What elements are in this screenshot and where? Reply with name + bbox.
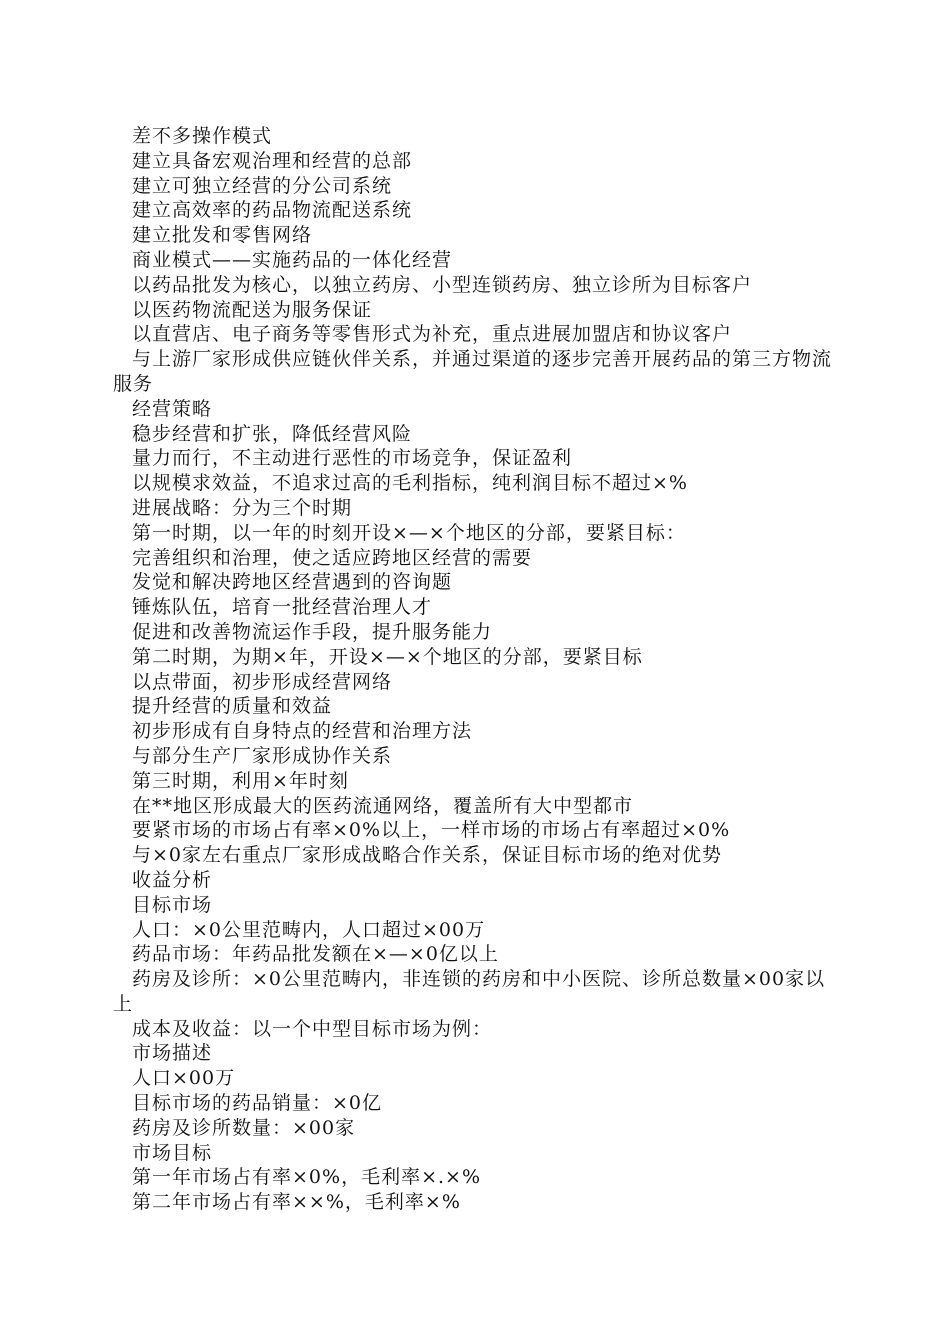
text-line: 市场描述 (132, 1042, 213, 1065)
text-line: 人口：×0公里范畴内，人口超过×00万 (132, 918, 486, 941)
text-line: 商业模式——实施药品的一体化经营 (132, 248, 453, 271)
text-line: 发觉和解决跨地区经营遇到的咨询题 (132, 571, 453, 594)
text-line: 完善组织和治理，使之适应跨地区经营的需要 (132, 546, 533, 569)
text-line: 稳步经营和扩张，降低经营风险 (132, 422, 413, 445)
text-line: 市场目标 (132, 1141, 213, 1164)
text-line: 以点带面，初步形成经营网络 (132, 670, 393, 693)
text-line: 药品市场：年药品批发额在×—×0亿以上 (132, 943, 499, 966)
text-line: 初步形成有自身特点的经营和治理方法 (132, 720, 473, 743)
text-line: 建立批发和零售网络 (132, 224, 313, 247)
text-line: 收益分析 (132, 868, 213, 891)
text-line: 人口×00万 (132, 1067, 236, 1090)
text-line: 第二年市场占有率××%，毛利率×% (132, 1191, 461, 1214)
text-line: 目标市场 (132, 893, 213, 916)
text-line: 提升经营的质量和效益 (132, 695, 333, 718)
text-line: 以规模求效益，不追求过高的毛利指标，纯利润目标不超过×% (132, 472, 688, 495)
text-line: 成本及收益：以一个中型目标市场为例： (132, 1017, 493, 1040)
text-line: 药房及诊所：×0公里范畴内，非连锁的药房和中小医院、诊所总数量×00家以上 (113, 968, 826, 1015)
text-line: 建立可独立经营的分公司系统 (132, 174, 393, 197)
text-line: 第一时期，以一年的时刻开设×—×个地区的分部，要紧目标： (132, 521, 686, 544)
text-line: 第三时期，利用×年时刻 (132, 769, 349, 792)
text-line: 以医药物流配送为服务保证 (132, 298, 373, 321)
text-line: 建立高效率的药品物流配送系统 (132, 199, 413, 222)
text-line: 以药品批发为核心，以独立药房、小型连锁药房、独立诊所为目标客户 (132, 273, 753, 296)
text-line: 差不多操作模式 (132, 125, 273, 147)
text-line: 与×0家左右重点厂家形成战略合作关系，保证目标市场的绝对优势 (132, 844, 723, 867)
text-line: 要紧市场的市场占有率×0%以上，一样市场的市场占有率超过×0% (132, 819, 731, 842)
text-line: 进展战略：分为三个时期 (132, 496, 353, 519)
text-line: 建立具备宏观治理和经营的总部 (132, 149, 413, 172)
text-line: 第二时期，为期×年，开设×—×个地区的分部，要紧目标 (132, 645, 643, 668)
text-line: 目标市场的药品销量：×0亿 (132, 1092, 383, 1115)
text-line: 以直营店、电子商务等零售形式为补充，重点进展加盟店和协议客户 (132, 323, 733, 346)
text-line: 药房及诊所数量：×00家 (132, 1116, 356, 1139)
text-line: 促进和改善物流运作手段，提升服务能力 (132, 620, 493, 643)
text-line: 量力而行，不主动进行恶性的市场竞争，保证盈利 (132, 447, 573, 470)
text-line: 在**地区形成最大的医药流通网络，覆盖所有大中型都市 (132, 794, 634, 817)
text-line: 与上游厂家形成供应链伙伴关系，并通过渠道的逐步完善开展药品的第三方物流服务 (113, 348, 833, 395)
text-line: 锤炼队伍，培育一批经营治理人才 (132, 596, 433, 619)
text-line: 经营策略 (132, 397, 213, 420)
text-line: 与部分生产厂家形成协作关系 (132, 744, 393, 767)
text-line: 第一年市场占有率×0%，毛利率×.×% (132, 1166, 481, 1189)
document-body (113, 124, 833, 1215)
